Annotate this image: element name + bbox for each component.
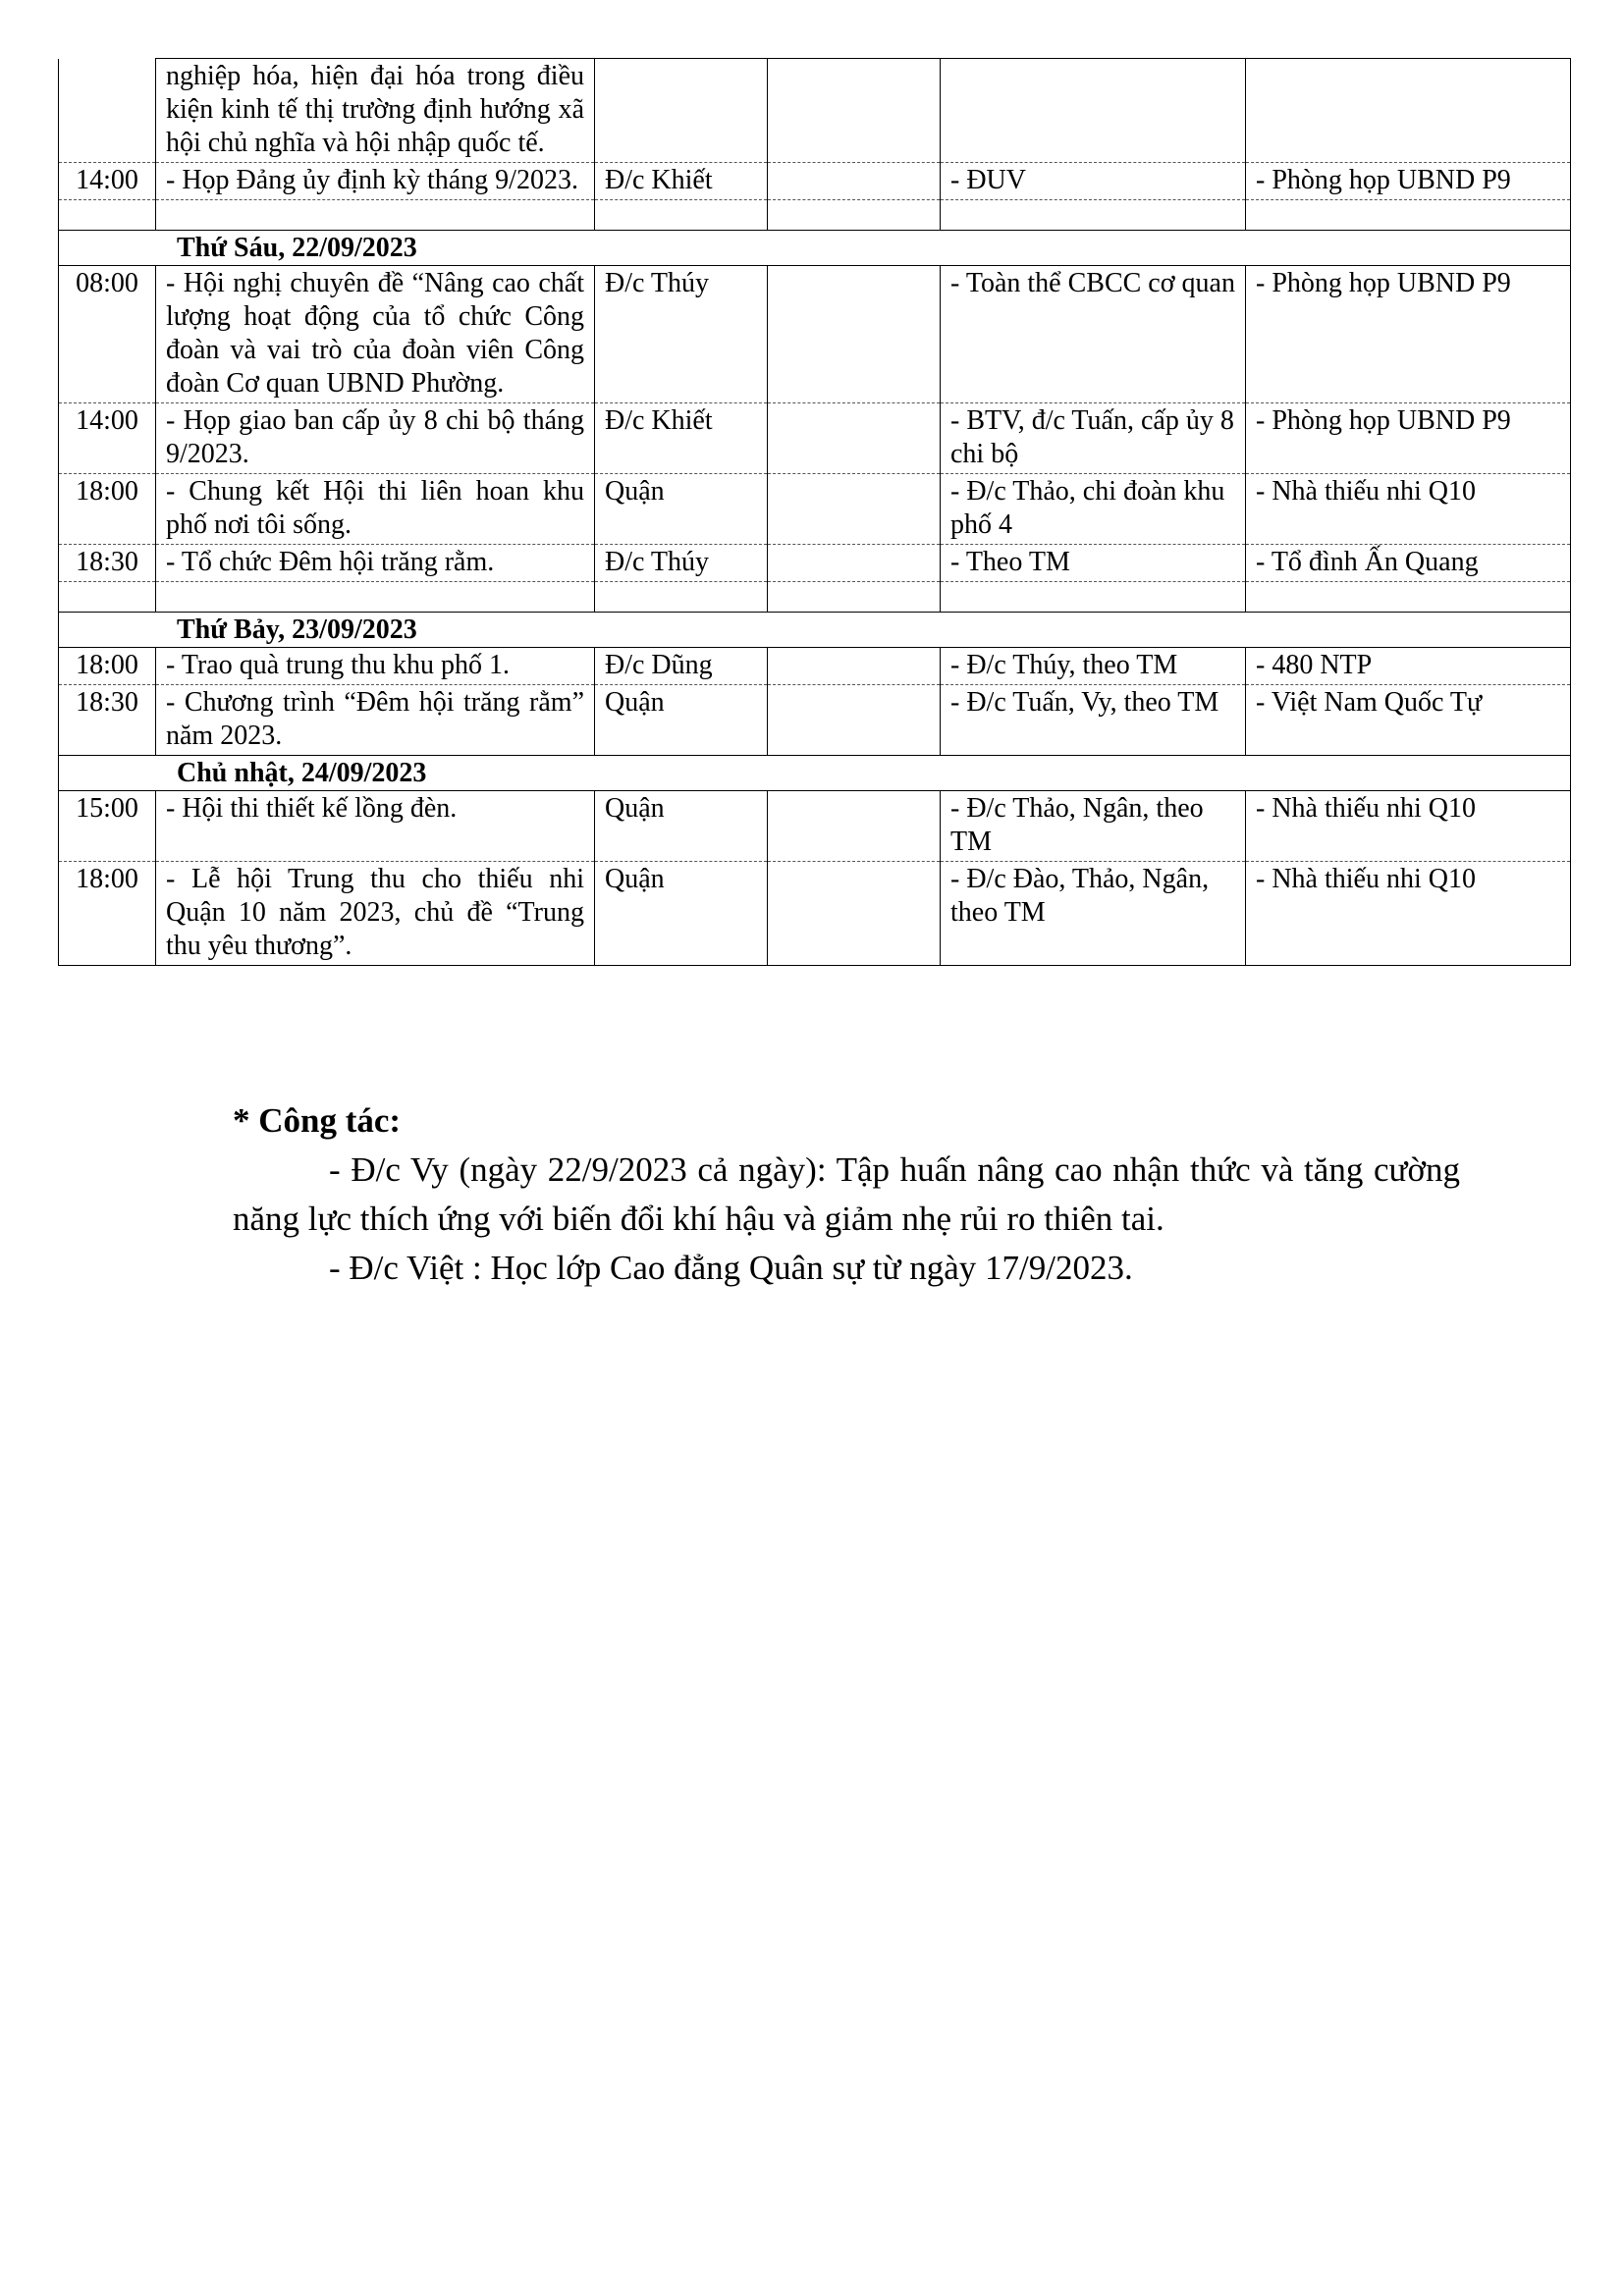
day-header-row [59, 613, 1571, 648]
chair-cell: Đ/c Khiết [595, 403, 768, 474]
blank-cell [768, 403, 941, 474]
participants-cell: - Toàn thể CBCC cơ quan [941, 266, 1246, 403]
cong-tac-title: * Công tác: [233, 1101, 402, 1140]
location-cell: - Nhà thiếu nhi Q10 [1246, 862, 1571, 966]
time-cell: 18:00 [59, 648, 156, 685]
chair-cell: Quận [595, 685, 768, 756]
participants-cell: - Đ/c Tuấn, Vy, theo TM [941, 685, 1246, 756]
time-cell: 15:00 [59, 791, 156, 862]
time-cell: 18:30 [59, 545, 156, 582]
time-cell: 18:30 [59, 685, 156, 756]
participants-cell: - Đ/c Thảo, Ngân, theo TM [941, 791, 1246, 862]
schedule-table [58, 58, 1571, 966]
cong-tac-section [233, 1096, 1460, 1293]
location-cell: - 480 NTP [1246, 648, 1571, 685]
table-row [59, 474, 1571, 545]
content-cell: - Trao quà trung thu khu phố 1. [156, 648, 595, 685]
table-row [59, 59, 1571, 163]
blank-cell [768, 163, 941, 200]
blank-cell [768, 791, 941, 862]
content-cell: - Hội thi thiết kế lồng đèn. [156, 791, 595, 862]
participants-cell: - Đ/c Đào, Thảo, Ngân, theo TM [941, 862, 1246, 966]
time-cell [59, 59, 156, 163]
day-label: Chủ nhật, 24/09/2023 [59, 756, 1571, 791]
chair-cell [595, 59, 768, 163]
blank-cell [768, 545, 941, 582]
content-cell: - Họp giao ban cấp ủy 8 chi bộ tháng 9/2023. [156, 403, 595, 474]
blank-cell [768, 862, 941, 966]
content-cell: - Chương trình “Đêm hội trăng rằm” năm 2023. [156, 685, 595, 756]
location-cell: - Phòng họp UBND P9 [1246, 403, 1571, 474]
table-row [59, 163, 1571, 200]
blank-cell [768, 266, 941, 403]
day-label: Thứ Bảy, 23/09/2023 [59, 613, 1571, 648]
content-cell: - Lễ hội Trung thu cho thiếu nhi Quận 10 năm 2023, chủ đề “Trung thu yêu thương”. [156, 862, 595, 966]
chair-cell: Quận [595, 862, 768, 966]
table-row [59, 648, 1571, 685]
table-row [59, 266, 1571, 403]
content-cell: - Họp Đảng ủy định kỳ tháng 9/2023. [156, 163, 595, 200]
cong-tac-item: - Đ/c Việt : Học lớp Cao đẳng Quân sự từ ngày 17/9/2023. [329, 1249, 1133, 1287]
content-cell: - Chung kết Hội thi liên hoan khu phố nơi tôi sống. [156, 474, 595, 545]
chair-cell: Đ/c Thúy [595, 545, 768, 582]
cong-tac-item: - Đ/c Vy (ngày 22/9/2023 cả ngày): Tập huấn nâng cao nhận thức và tăng cường năng lực thích ứng với biến đổi khí hậu và giảm nhẹ rủi ro thiên tai. [233, 1150, 1460, 1238]
time-cell: 18:00 [59, 474, 156, 545]
content-cell: - Hội nghị chuyên đề “Nâng cao chất lượng hoạt động của tổ chức Công đoàn và vai trò của đoàn viên Công đoàn Cơ quan UBND Phường. [156, 266, 595, 403]
table-row [59, 403, 1571, 474]
blank-cell [768, 59, 941, 163]
chair-cell: Quận [595, 791, 768, 862]
participants-cell: - ĐUV [941, 163, 1246, 200]
time-cell: 08:00 [59, 266, 156, 403]
participants-cell: - BTV, đ/c Tuấn, cấp ủy 8 chi bộ [941, 403, 1246, 474]
location-cell: - Nhà thiếu nhi Q10 [1246, 791, 1571, 862]
location-cell: - Việt Nam Quốc Tự [1246, 685, 1571, 756]
table-row [59, 685, 1571, 756]
time-cell: 18:00 [59, 862, 156, 966]
time-cell: 14:00 [59, 163, 156, 200]
day-label: Thứ Sáu, 22/09/2023 [59, 231, 1571, 266]
chair-cell: Đ/c Khiết [595, 163, 768, 200]
blank-cell [768, 474, 941, 545]
participants-cell: - Đ/c Thúy, theo TM [941, 648, 1246, 685]
table-row [59, 862, 1571, 966]
participants-cell: - Theo TM [941, 545, 1246, 582]
chair-cell: Đ/c Thúy [595, 266, 768, 403]
chair-cell: Đ/c Dũng [595, 648, 768, 685]
time-cell: 14:00 [59, 403, 156, 474]
table-row [59, 200, 1571, 231]
table-row [59, 545, 1571, 582]
location-cell: - Tổ đình Ấn Quang [1246, 545, 1571, 582]
content-cell: - Tổ chức Đêm hội trăng rằm. [156, 545, 595, 582]
location-cell: - Nhà thiếu nhi Q10 [1246, 474, 1571, 545]
table-row [59, 582, 1571, 613]
participants-cell [941, 59, 1246, 163]
location-cell [1246, 59, 1571, 163]
location-cell: - Phòng họp UBND P9 [1246, 163, 1571, 200]
blank-cell [768, 648, 941, 685]
table-row [59, 791, 1571, 862]
location-cell: - Phòng họp UBND P9 [1246, 266, 1571, 403]
blank-cell [768, 685, 941, 756]
content-cell: nghiệp hóa, hiện đại hóa trong điều kiện kinh tế thị trường định hướng xã hội chủ nghĩa và hội nhập quốc tế. [156, 59, 595, 163]
chair-cell: Quận [595, 474, 768, 545]
participants-cell: - Đ/c Thảo, chi đoàn khu phố 4 [941, 474, 1246, 545]
day-header-row [59, 756, 1571, 791]
day-header-row [59, 231, 1571, 266]
